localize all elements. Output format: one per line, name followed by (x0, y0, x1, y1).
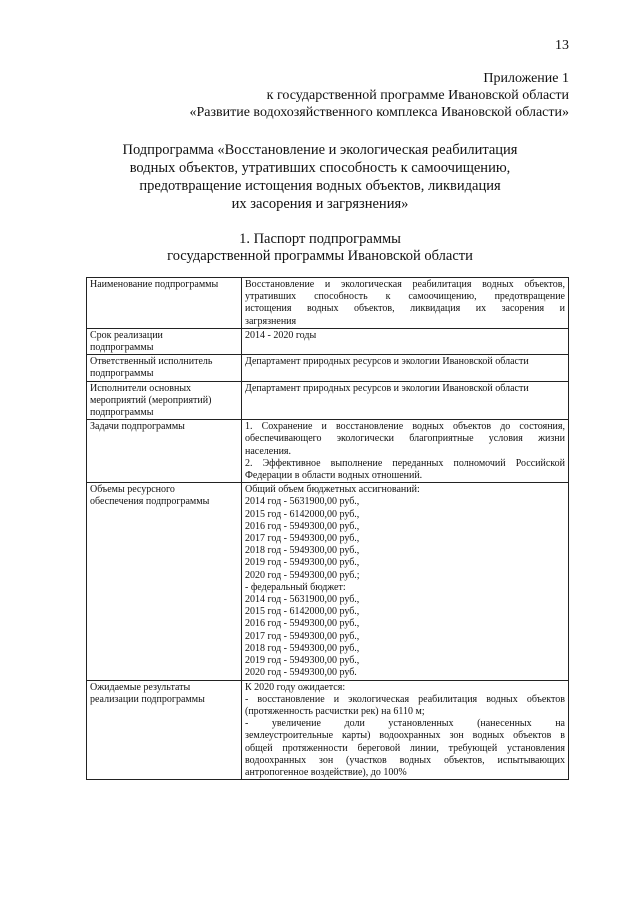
value-line: 2. Эффективное выполнение переданных полномочий Российской (245, 457, 565, 469)
subprogram-title-line: предотвращение истощения водных объектов, ликвидация (139, 178, 501, 194)
funding-line: 2014 год - 5631900,00 руб., (245, 496, 360, 508)
value-line: истощения водных объектов, ликвидация их засорения и (245, 303, 565, 315)
page-number: 13 (555, 38, 569, 53)
label-line: подпрограммы (90, 368, 154, 380)
value-cell: 2014 - 2020 годы (242, 328, 569, 354)
label-cell (87, 328, 242, 354)
funding-line: Общий объем бюджетных ассигнований: (245, 484, 420, 496)
value-cell: Департамент природных ресурсов и экологии Ивановской области (242, 355, 569, 381)
table-row-name (87, 278, 569, 329)
label-line: Объемы ресурсного (90, 484, 175, 496)
appendix-line-2: к государственной программе Ивановской области (266, 88, 569, 103)
value-cell (242, 420, 569, 483)
label-line: подпрограммы (90, 407, 154, 419)
label-cell (87, 680, 242, 780)
label-cell (87, 355, 242, 381)
value-line: - увеличение доли установленных (нанесенных на (245, 718, 565, 730)
passport-table (86, 277, 569, 780)
appendix-line-1: Приложение 1 (483, 71, 569, 86)
label-line: Срок реализации (90, 329, 163, 341)
table-row-results (87, 680, 569, 780)
subprogram-title (70, 141, 570, 213)
value-line: загрязнения (245, 315, 297, 327)
table-row-executors (87, 381, 569, 420)
label-line: реализации подпрограммы (90, 693, 205, 705)
passport-heading (70, 231, 570, 265)
label-cell: Наименование подпрограммы (87, 278, 242, 329)
value-cell (242, 278, 569, 329)
value-line: обеспечивающего экологически благоприятные условия жизни (245, 433, 565, 445)
funding-line: 2020 год - 5949300,00 руб.; (245, 569, 360, 581)
value-line: утративших способность к самоочищению, предотвращение (245, 291, 565, 303)
label-line: мероприятий (мероприятий) (90, 394, 212, 406)
label-cell: Задачи подпрограммы (87, 420, 242, 483)
value-line: Федерации в области водных отношений. (245, 470, 423, 482)
value-line: (протяженность расчистки рек) на 6110 м; (245, 705, 425, 717)
label-line: Ожидаемые результаты (90, 681, 191, 693)
label-line: Исполнители основных (90, 382, 192, 394)
value-line: землеустроительные карты) водоохранных зон водных объектов в (245, 730, 565, 742)
value-line: общей протяженности береговой линии, требующей установления (245, 742, 565, 754)
funding-line: 2019 год - 5949300,00 руб., (245, 557, 360, 569)
label-line: обеспечения подпрограммы (90, 496, 210, 508)
funding-line: 2017 год - 5949300,00 руб., (245, 630, 360, 642)
funding-line: 2015 год - 6142000,00 руб., (245, 508, 360, 520)
value-line: антропогенное воздействие), до 100% (245, 766, 407, 778)
table-row-tasks (87, 420, 569, 483)
table-row-responsible (87, 355, 569, 381)
passport-heading-line: государственной программы Ивановской области (167, 248, 473, 264)
value-line: 1. Сохранение и восстановление водных объектов до состояния, (245, 421, 565, 433)
value-line: К 2020 году ожидается: (245, 681, 346, 693)
funding-line: 2018 год - 5949300,00 руб., (245, 545, 360, 557)
funding-line: 2017 год - 5949300,00 руб., (245, 533, 360, 545)
funding-line: 2018 год - 5949300,00 руб., (245, 642, 360, 654)
value-cell: Департамент природных ресурсов и экологии Ивановской области (242, 381, 569, 420)
label-line: подпрограммы (90, 342, 154, 354)
subprogram-title-line: водных объектов, утративших способность к самоочищению, (129, 160, 511, 176)
funding-line: 2016 год - 5949300,00 руб., (245, 618, 360, 630)
funding-line: 2014 год - 5631900,00 руб., (245, 594, 360, 606)
value-cell (242, 483, 569, 680)
table-row-funding (87, 483, 569, 680)
value-cell (242, 680, 569, 780)
label-line: Ответственный исполнитель (90, 356, 213, 368)
appendix-line-3: «Развитие водохозяйственного комплекса Ивановской области» (189, 105, 569, 120)
funding-line: 2019 год - 5949300,00 руб., (245, 655, 360, 667)
value-line: - восстановление и экологическая реабилитация водных объектов (245, 693, 565, 705)
appendix-header (49, 70, 569, 121)
subprogram-title-line: Подпрограмма «Восстановление и экологическая реабилитация (122, 142, 518, 158)
funding-line: 2020 год - 5949300,00 руб. (245, 667, 357, 679)
value-line: водоохранных зон (участков водных объектов, испытывающих (245, 754, 565, 766)
passport-heading-line: 1. Паспорт подпрограммы (239, 231, 401, 247)
value-line: Восстановление и экологическая реабилитация водных объектов, (245, 279, 565, 290)
subprogram-title-line: их засорения и загрязнения» (231, 196, 409, 212)
table-row-term (87, 328, 569, 354)
funding-line: - федеральный бюджет: (245, 581, 346, 593)
funding-line: 2016 год - 5949300,00 руб., (245, 520, 360, 532)
label-cell (87, 381, 242, 420)
value-line: населения. (245, 445, 292, 457)
label-cell (87, 483, 242, 680)
funding-line: 2015 год - 6142000,00 руб., (245, 606, 360, 618)
